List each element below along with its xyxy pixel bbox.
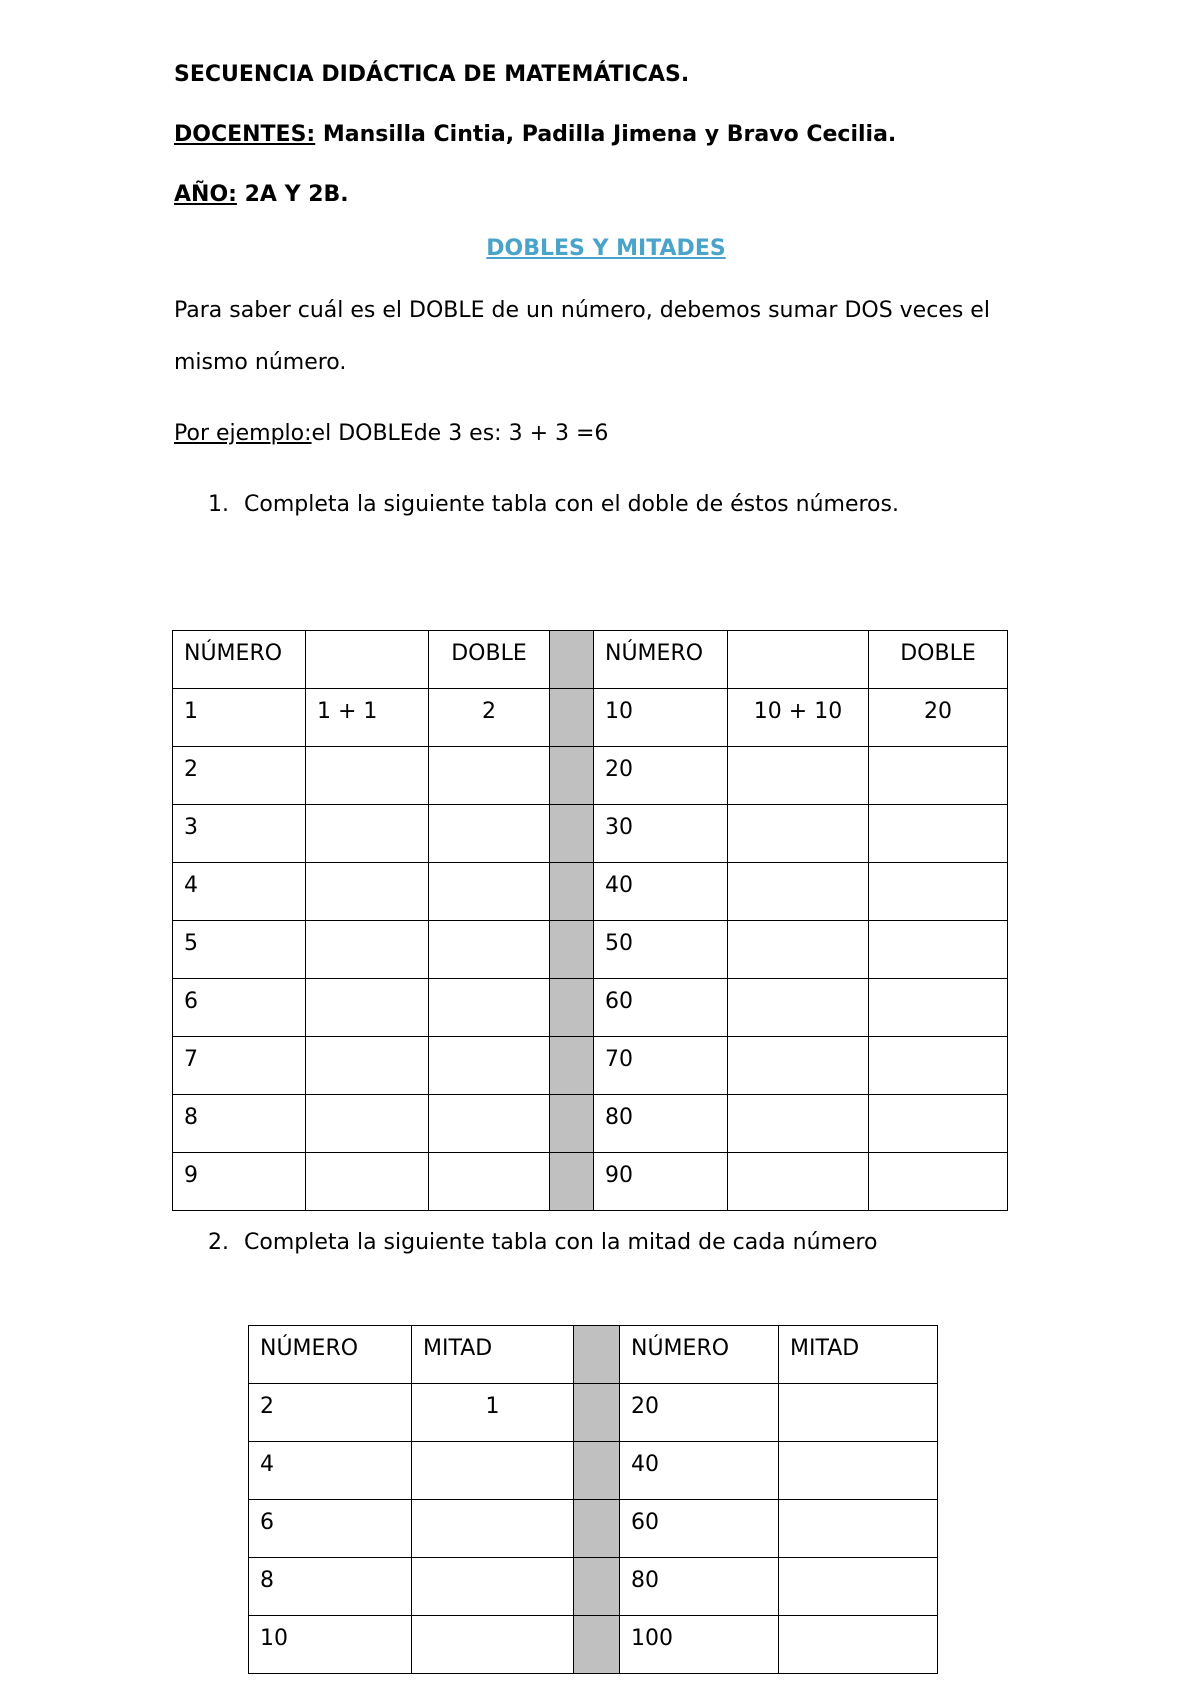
table-cell: 8 (249, 1558, 412, 1616)
teachers-label: DOCENTES: (174, 122, 316, 147)
header-cell: DOBLE (429, 631, 550, 689)
table-cell[interactable] (779, 1384, 938, 1442)
year-label: AÑO: (174, 182, 237, 207)
column-separator (574, 1442, 620, 1500)
year-value: 2A Y 2B. (236, 182, 349, 207)
table-row (249, 1384, 938, 1442)
intro-line-2: mismo número. (174, 350, 347, 375)
table-cell: 7 (173, 1037, 306, 1095)
table-cell[interactable] (869, 805, 1008, 863)
table-row (173, 979, 1008, 1037)
table-cell[interactable] (429, 805, 550, 863)
table-cell[interactable] (429, 863, 550, 921)
table-cell: 10 + 10 (728, 689, 869, 747)
table-cell: 90 (594, 1153, 728, 1211)
table-cell[interactable] (306, 921, 429, 979)
table-cell[interactable] (306, 979, 429, 1037)
table-cell: 100 (620, 1616, 779, 1674)
column-separator (574, 1558, 620, 1616)
document-title: SECUENCIA DIDÁCTICA DE MATEMÁTICAS. (174, 62, 690, 87)
table-cell[interactable] (869, 979, 1008, 1037)
table-cell[interactable] (728, 1095, 869, 1153)
table-cell[interactable] (429, 979, 550, 1037)
year-line (174, 182, 349, 207)
table-cell[interactable] (429, 1037, 550, 1095)
table-cell: 1 (412, 1384, 574, 1442)
table-cell: 20 (620, 1384, 779, 1442)
table-row (173, 1095, 1008, 1153)
table-cell[interactable] (728, 1153, 869, 1211)
table-cell: 8 (173, 1095, 306, 1153)
table-cell[interactable] (869, 921, 1008, 979)
table-cell[interactable] (306, 1153, 429, 1211)
column-separator (574, 1326, 620, 1384)
table-cell: 30 (594, 805, 728, 863)
table-cell: 2 (249, 1384, 412, 1442)
column-separator (574, 1616, 620, 1674)
column-separator (550, 979, 594, 1037)
table-cell: 3 (173, 805, 306, 863)
column-separator (574, 1500, 620, 1558)
exercise-2-instruction (208, 1230, 878, 1255)
column-separator (550, 1095, 594, 1153)
section-title: DOBLES Y MITADES (486, 236, 726, 261)
teachers-value: Mansilla Cintia, Padilla Jimena y Bravo Cecilia. (315, 122, 897, 147)
table-cell: 10 (249, 1616, 412, 1674)
header-cell: NÚMERO (249, 1326, 412, 1384)
header-cell (728, 631, 869, 689)
table-cell[interactable] (779, 1442, 938, 1500)
table-cell[interactable] (869, 1153, 1008, 1211)
table-cell: 6 (249, 1500, 412, 1558)
table-cell[interactable] (306, 747, 429, 805)
halves-table (248, 1325, 938, 1674)
header-cell: NÚMERO (620, 1326, 779, 1384)
table-row (173, 1153, 1008, 1211)
teachers-line (174, 122, 896, 147)
column-separator (574, 1384, 620, 1442)
header-cell (306, 631, 429, 689)
table-cell[interactable] (306, 863, 429, 921)
table-cell[interactable] (412, 1500, 574, 1558)
table-cell[interactable] (306, 805, 429, 863)
table-row (249, 1558, 938, 1616)
column-separator (550, 1037, 594, 1095)
table-cell[interactable] (869, 747, 1008, 805)
table-cell: 9 (173, 1153, 306, 1211)
table-cell: 4 (249, 1442, 412, 1500)
table-cell[interactable] (779, 1500, 938, 1558)
table-row (173, 747, 1008, 805)
table-cell: 50 (594, 921, 728, 979)
table-cell[interactable] (869, 863, 1008, 921)
exercise-2-text: Completa la siguiente tabla con la mitad de cada número (244, 1230, 878, 1255)
table-cell[interactable] (429, 1153, 550, 1211)
header-cell: MITAD (779, 1326, 938, 1384)
table-cell[interactable] (728, 747, 869, 805)
intro-line-1: Para saber cuál es el DOBLE de un número, debemos sumar DOS veces el (174, 298, 990, 323)
table-cell: 1 (173, 689, 306, 747)
table-cell[interactable] (869, 1037, 1008, 1095)
table-cell[interactable] (412, 1558, 574, 1616)
table-cell: 40 (594, 863, 728, 921)
header-cell: NÚMERO (594, 631, 728, 689)
table-cell[interactable] (429, 747, 550, 805)
table-cell[interactable] (779, 1616, 938, 1674)
table-cell[interactable] (728, 979, 869, 1037)
column-separator (550, 631, 594, 689)
table-cell[interactable] (728, 1037, 869, 1095)
table-cell: 70 (594, 1037, 728, 1095)
column-separator (550, 805, 594, 863)
table-cell: 40 (620, 1442, 779, 1500)
table-cell: 10 (594, 689, 728, 747)
exercise-1-number: 1. (208, 492, 229, 517)
table-cell[interactable] (306, 1037, 429, 1095)
table-cell: 5 (173, 921, 306, 979)
table-cell: 20 (869, 689, 1008, 747)
table-cell: 20 (594, 747, 728, 805)
table-cell[interactable] (306, 1095, 429, 1153)
column-separator (550, 747, 594, 805)
table-row (173, 863, 1008, 921)
exercise-2-number: 2. (208, 1230, 229, 1255)
table-cell[interactable] (429, 1095, 550, 1153)
column-separator (550, 1153, 594, 1211)
table-cell: 80 (594, 1095, 728, 1153)
table-row (173, 689, 1008, 747)
header-cell: DOBLE (869, 631, 1008, 689)
table-row (173, 805, 1008, 863)
header-cell: MITAD (412, 1326, 574, 1384)
table-cell[interactable] (412, 1616, 574, 1674)
column-separator (550, 689, 594, 747)
table-row (173, 1037, 1008, 1095)
column-separator (550, 921, 594, 979)
example-line (174, 421, 608, 446)
table-cell[interactable] (728, 921, 869, 979)
table-cell: 6 (173, 979, 306, 1037)
table-cell[interactable] (779, 1558, 938, 1616)
table-cell[interactable] (869, 1095, 1008, 1153)
table-cell[interactable] (728, 805, 869, 863)
table-cell: 1 + 1 (306, 689, 429, 747)
table-cell[interactable] (728, 863, 869, 921)
example-text: el DOBLEde 3 es: 3 + 3 =6 (311, 421, 609, 446)
table-row (249, 1616, 938, 1674)
exercise-1-instruction (208, 492, 899, 517)
table-cell: 60 (594, 979, 728, 1037)
table-header-row (249, 1326, 938, 1384)
table-cell[interactable] (429, 921, 550, 979)
example-label: Por ejemplo: (174, 421, 312, 446)
table-row (249, 1442, 938, 1500)
table-header-row (173, 631, 1008, 689)
doubles-table (172, 630, 1008, 1211)
table-cell[interactable] (412, 1442, 574, 1500)
table-row (249, 1500, 938, 1558)
table-cell: 80 (620, 1558, 779, 1616)
table-cell: 2 (173, 747, 306, 805)
table-cell: 2 (429, 689, 550, 747)
table-row (173, 921, 1008, 979)
table-cell: 4 (173, 863, 306, 921)
table-cell: 60 (620, 1500, 779, 1558)
header-cell: NÚMERO (173, 631, 306, 689)
column-separator (550, 863, 594, 921)
exercise-1-text: Completa la siguiente tabla con el doble de éstos números. (244, 492, 899, 517)
